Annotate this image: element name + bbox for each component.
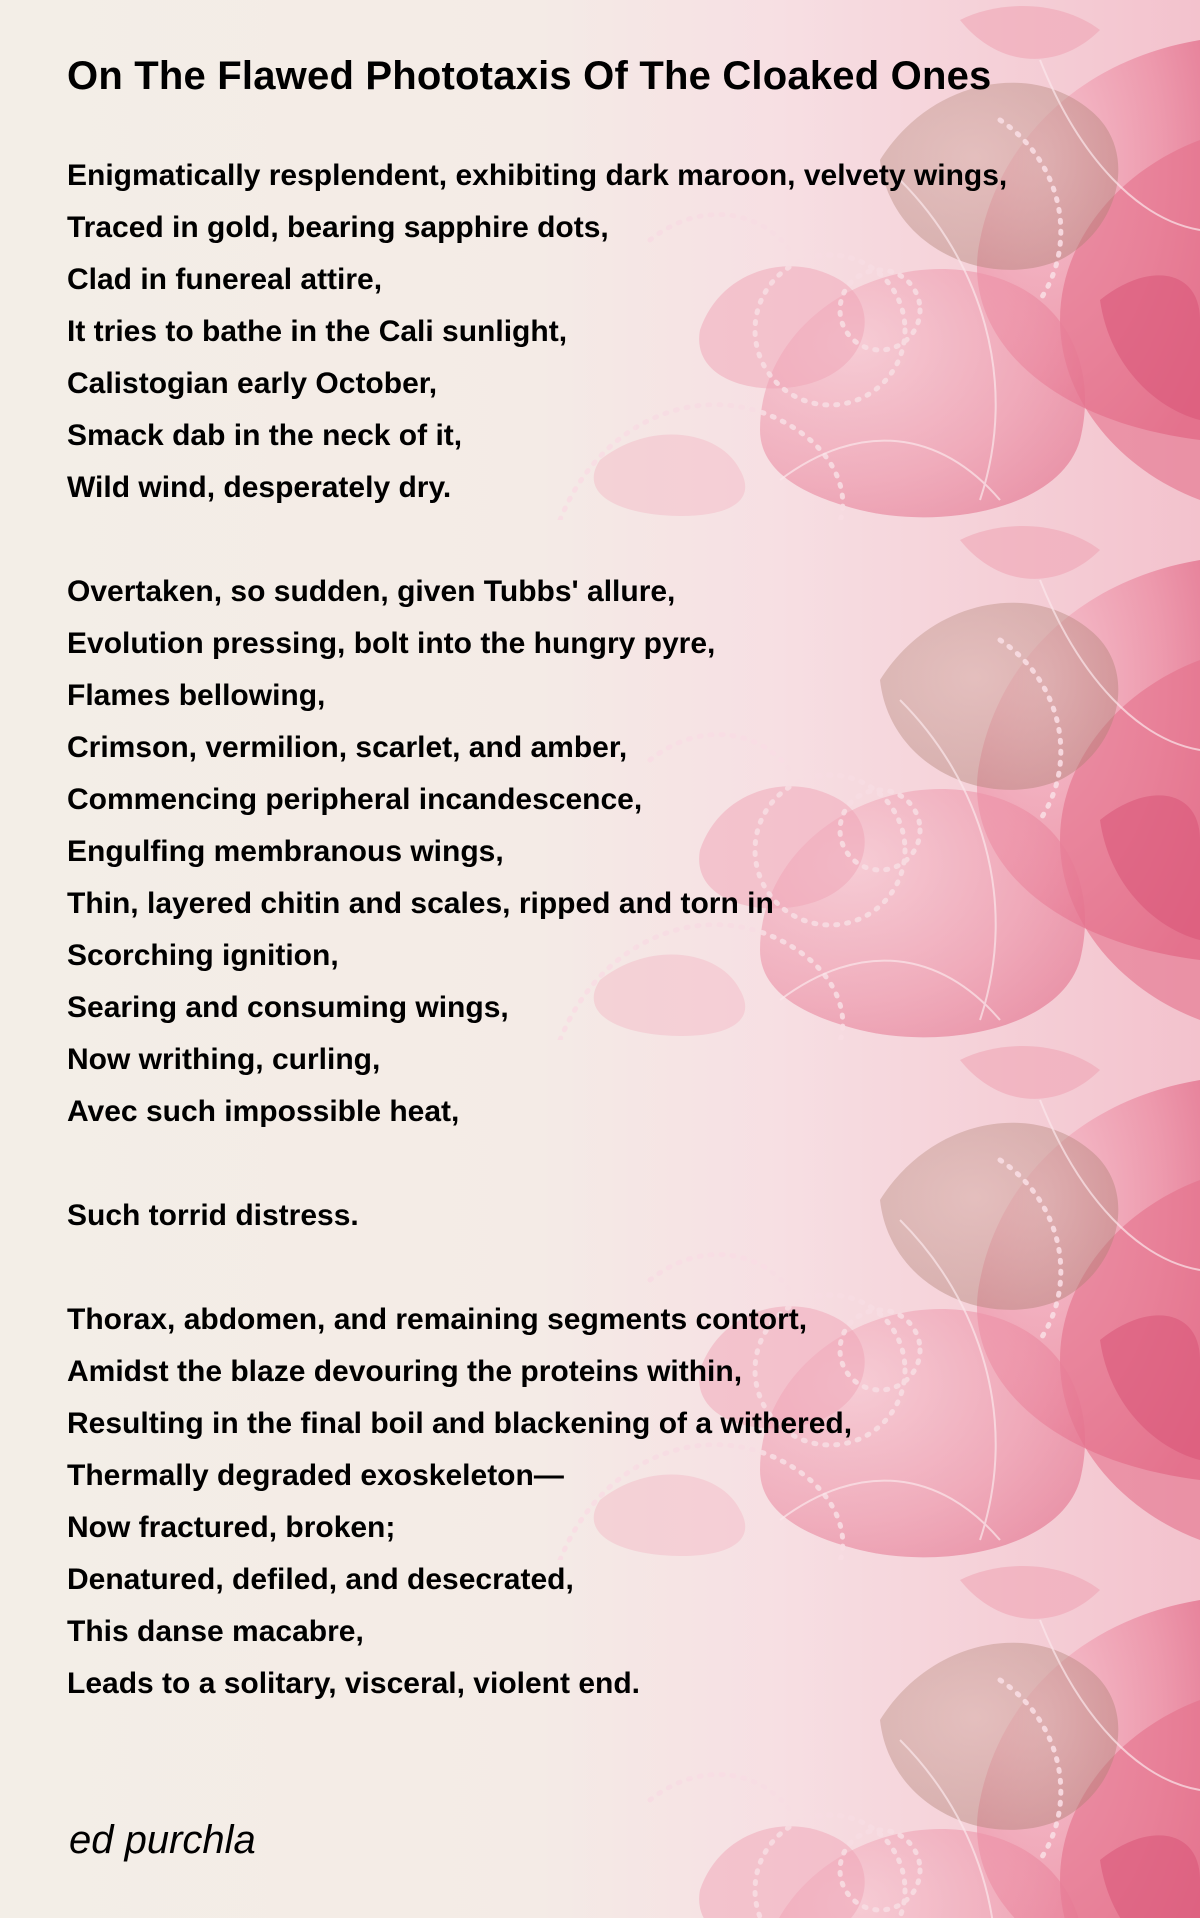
poem-line: Traced in gold, bearing sapphire dots, bbox=[67, 211, 609, 244]
poem-line: Flames bellowing, bbox=[67, 679, 326, 712]
poem-line: Clad in funereal attire, bbox=[67, 263, 383, 296]
poem-line: Thermally degraded exoskeleton— bbox=[67, 1459, 564, 1492]
poem-line: Amidst the blaze devouring the proteins within, bbox=[67, 1355, 743, 1388]
poem-body bbox=[67, 150, 1147, 1710]
poem-line: Now fractured, broken; bbox=[67, 1511, 396, 1544]
poem-line: Now writhing, curling, bbox=[67, 1043, 381, 1076]
poem-line: Smack dab in the neck of it, bbox=[67, 419, 463, 452]
poem-line: Wild wind, desperately dry. bbox=[67, 471, 452, 504]
stanza-gap bbox=[67, 514, 1147, 566]
poem-line: Denatured, defiled, and desecrated, bbox=[67, 1563, 574, 1596]
poem-line: Leads to a solitary, visceral, violent end. bbox=[67, 1667, 640, 1700]
poem-line: Thin, layered chitin and scales, ripped and torn in bbox=[67, 887, 774, 920]
poem-line: Commencing peripheral incandescence, bbox=[67, 783, 643, 816]
poem-line: Overtaken, so sudden, given Tubbs' allure, bbox=[67, 575, 676, 608]
poem-line: Crimson, vermilion, scarlet, and amber, bbox=[67, 731, 628, 764]
poem-line: Thorax, abdomen, and remaining segments contort, bbox=[67, 1303, 808, 1336]
poem-author: ed purchla bbox=[69, 1818, 256, 1862]
poem-line: Evolution pressing, bolt into the hungry pyre, bbox=[67, 627, 716, 660]
poem-line: Scorching ignition, bbox=[67, 939, 339, 972]
poem-line: Searing and consuming wings, bbox=[67, 991, 509, 1024]
poem-line: Calistogian early October, bbox=[67, 367, 438, 400]
poem-line: This danse macabre, bbox=[67, 1615, 364, 1648]
poem-line: Engulfing membranous wings, bbox=[67, 835, 504, 868]
poem-line: Enigmatically resplendent, exhibiting dark maroon, velvety wings, bbox=[67, 159, 1008, 192]
stanza-gap bbox=[67, 1138, 1147, 1190]
poem-title: On The Flawed Phototaxis Of The Cloaked Ones bbox=[67, 54, 992, 98]
stanza-gap bbox=[67, 1242, 1147, 1294]
poem-line: It tries to bathe in the Cali sunlight, bbox=[67, 315, 568, 348]
poem-line: Such torrid distress. bbox=[67, 1199, 359, 1232]
poem-line: Avec such impossible heat, bbox=[67, 1095, 460, 1128]
poem-line: Resulting in the final boil and blackening of a withered, bbox=[67, 1407, 853, 1440]
